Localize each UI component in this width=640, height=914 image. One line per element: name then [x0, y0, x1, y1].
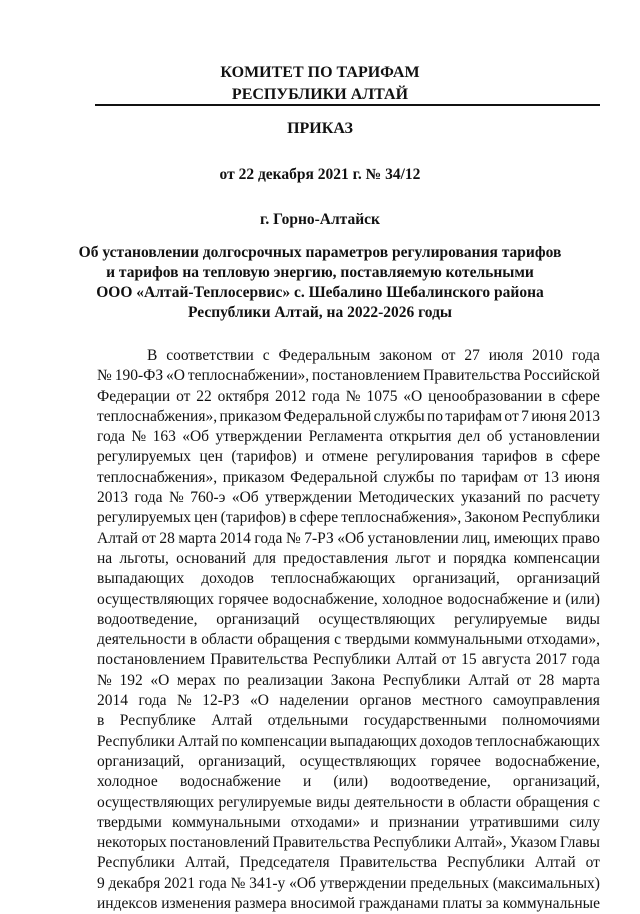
body-line: организаций, организаций, осуществляющих горячее водоснабжение,	[97, 752, 600, 770]
committee-name-line1: КОМИТЕТ ПО ТАРИФАМ	[220, 64, 420, 81]
body-line: осуществляющих регулируемые виды деятельности в области обращения с	[97, 793, 600, 811]
body-line: на льготы, оснований для предоставления льгот и порядка компенсации	[97, 549, 600, 567]
body-line: № 192 «О мерах по реализации Закона Республики Алтай от 28 марта	[97, 671, 600, 689]
body-line: 9 декабря 2021 года № 341-у «Об утверждении предельных (максимальных)	[97, 874, 600, 892]
city: г. Горно-Алтайск	[260, 211, 380, 228]
body-line: деятельности в области обращения с твердыми коммунальными отходами»,	[97, 631, 600, 649]
order-body-text	[97, 346, 600, 914]
body-line: Федерации от 22 октября 2012 года № 1075 «О ценообразовании в сфере	[97, 387, 600, 405]
body-line: года № 163 «Об утверждении Регламента открытия дел об установлении	[97, 428, 600, 446]
order-date-number: от 22 декабря 2021 г. № 34/12	[219, 166, 421, 183]
header-divider	[95, 104, 600, 106]
body-line: В соответствии с Федеральным законом от 27 июля 2010 года	[147, 347, 600, 364]
body-line: Республики Алтай, Председателя Правительства Республики Алтай от	[97, 854, 600, 872]
subject-line: и тарифов на тепловую энергию, поставляемую котельными	[106, 264, 534, 281]
document-type: ПРИКАЗ	[287, 120, 353, 137]
body-line: в Республике Алтай отдельными государственными полномочиями	[97, 712, 600, 730]
body-line: Алтай от 28 марта 2014 года № 7-РЗ «Об установлении лиц, имеющих право	[97, 529, 600, 547]
body-line: 2014 года № 12-РЗ «О наделении органов местного самоуправления	[97, 692, 600, 710]
body-line: регулируемых цен (тарифов) и отмене регулирования тарифов в сфере	[97, 448, 600, 466]
body-line: постановлением Правительства Республики Алтай от 15 августа 2017 года	[97, 651, 600, 669]
order-subject	[60, 243, 580, 323]
body-line: индексов изменения размера вносимой гражданами платы за коммунальные	[97, 895, 600, 913]
subject-line: Республики Алтай, на 2022-2026 годы	[187, 304, 453, 321]
body-line: выпадающих доходов теплоснабжающих организаций, организаций	[97, 570, 600, 588]
body-line: холодное водоснабжение и (или) водоотведение, организаций,	[97, 773, 600, 791]
subject-line: Об установлении долгосрочных параметров регулирования тарифов	[78, 244, 562, 261]
body-line: Республики Алтай по компенсации выпадающих доходов теплоснабжающих	[97, 732, 600, 750]
body-line: осуществляющих горячее водоснабжение, холодное водоснабжение и (или)	[97, 590, 600, 608]
body-line: теплоснабжения», приказом Федеральной службы по тарифам от 13 июня	[97, 468, 600, 486]
body-line: регулируемых цен (тарифов) в сфере теплоснабжения», Законом Республики	[97, 509, 600, 527]
body-line: некоторых постановлений Правительства Республики Алтай», Указом Главы	[97, 834, 600, 852]
body-line: 2013 года № 760-э «Об утверждении Методических указаний по расчету	[97, 489, 600, 507]
body-line: № 190-ФЗ «О теплоснабжении», постановлением Правительства Российской	[97, 367, 600, 385]
body-line: теплоснабжения», приказом Федеральной службы по тарифам от 7 июня 2013	[97, 407, 600, 425]
committee-name-line2: РЕСПУБЛИКИ АЛТАЙ	[231, 86, 409, 103]
body-line: водоотведение, организаций осуществляющих регулируемые виды	[97, 610, 600, 628]
subject-line: ООО «Алтай-Теплосервис» с. Шебалино Шебалинского района	[96, 284, 544, 301]
body-line: твердыми коммунальными отходами» и признании утратившими силу	[97, 813, 600, 831]
